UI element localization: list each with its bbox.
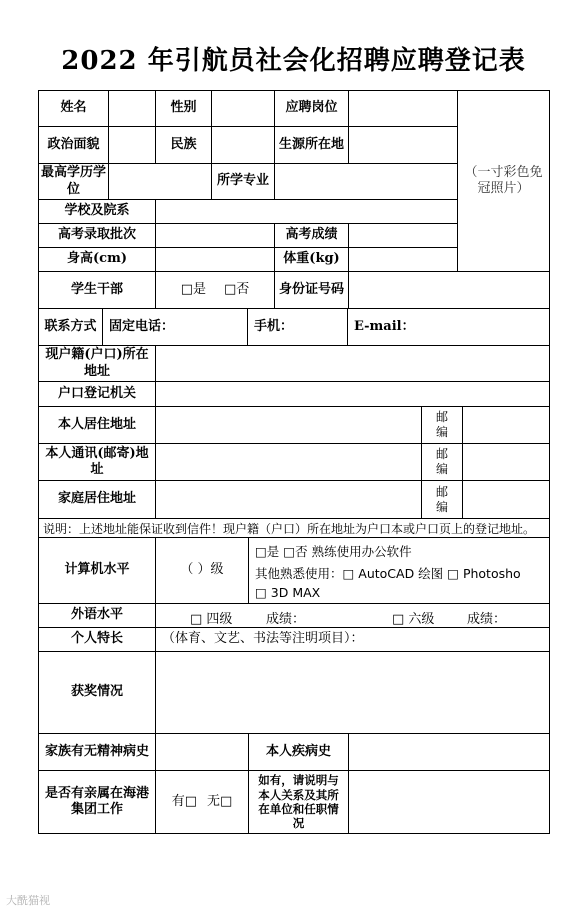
label-relatives-note: 如有，请说明与本人关系及其所在单位和任职情况 <box>248 770 349 834</box>
field-education[interactable] <box>108 163 212 200</box>
field-household-office[interactable] <box>155 381 550 407</box>
label-education: 最高学历学位 <box>38 163 109 200</box>
label-postcode-1: 邮编 <box>421 406 463 444</box>
label-household-addr: 现户籍(户口)所在地址 <box>38 345 156 382</box>
label-mobile: 手机： <box>247 308 348 346</box>
field-id-no[interactable] <box>348 271 550 309</box>
cet4-score-label: 成绩： <box>266 612 306 627</box>
label-relatives: 是否有亲属在海港集团工作 <box>38 770 156 834</box>
form-title: 2022 年引航员社会化招聘应聘登记表 <box>61 46 526 76</box>
other-software-line[interactable]: 其他熟悉使用：□ AutoCAD 绘图 □ Photosho <box>255 566 521 581</box>
3dmax-checkbox[interactable]: □ 3D MAX <box>255 585 321 600</box>
field-family-mental[interactable] <box>155 733 249 771</box>
field-mail-addr[interactable] <box>155 443 422 481</box>
cadre-yes-checkbox[interactable]: □是 <box>180 281 206 297</box>
field-batch[interactable] <box>155 223 275 248</box>
label-awards: 获奖情况 <box>38 651 156 734</box>
label-batch: 高考录取批次 <box>38 223 156 248</box>
relatives-no-checkbox[interactable]: 无□ <box>207 793 233 809</box>
label-exam-score: 高考成绩 <box>274 223 349 248</box>
field-relatives <box>155 770 249 834</box>
label-computer: 计算机水平 <box>38 537 156 604</box>
label-origin: 生源所在地 <box>274 126 349 164</box>
field-computer-level[interactable]: （ ）级 <box>155 537 249 604</box>
label-position: 应聘岗位 <box>274 90 349 127</box>
label-gender: 性别 <box>155 90 212 127</box>
label-name: 姓名 <box>38 90 109 127</box>
label-postcode-2: 邮编 <box>421 443 463 481</box>
label-family-addr: 家庭居住地址 <box>38 480 156 519</box>
photo-box: （一寸彩色免冠照片） <box>457 90 550 272</box>
label-phone: 固定电话： <box>102 308 248 346</box>
cet6-checkbox[interactable]: □ 六级 <box>392 612 435 627</box>
field-height[interactable] <box>155 247 275 272</box>
field-postcode-2[interactable] <box>462 443 550 481</box>
field-position[interactable] <box>348 90 458 127</box>
field-name[interactable] <box>108 90 156 127</box>
field-postcode-1[interactable] <box>462 406 550 444</box>
field-political[interactable] <box>108 126 156 164</box>
label-family-mental: 家族有无精神病史 <box>38 733 156 771</box>
field-relatives-detail[interactable] <box>348 770 550 834</box>
cadre-no-checkbox[interactable]: □否 <box>224 281 250 297</box>
label-residence: 本人居住地址 <box>38 406 156 444</box>
field-awards[interactable] <box>155 651 550 734</box>
field-origin[interactable] <box>348 126 458 164</box>
watermark: 大酰猫视 <box>6 894 50 907</box>
label-school: 学校及院系 <box>38 199 156 224</box>
field-ethnicity[interactable] <box>211 126 275 164</box>
label-height: 身高(cm) <box>38 247 156 272</box>
office-software-line[interactable]: □是 □否 熟练使用办公软件 <box>255 544 412 559</box>
address-note: 说明：上述地址能保证收到信件！现户籍（户口）所在地址为户口本或户口页上的登记地址。 <box>38 518 550 538</box>
field-residence[interactable] <box>155 406 422 444</box>
field-cadre <box>155 271 275 309</box>
field-exam-score[interactable] <box>348 223 458 248</box>
label-illness: 本人疾病史 <box>248 733 349 771</box>
label-contact: 联系方式 <box>38 308 103 346</box>
label-ethnicity: 民族 <box>155 126 212 164</box>
label-cadre: 学生干部 <box>38 271 156 309</box>
field-major[interactable] <box>274 163 458 200</box>
field-illness[interactable] <box>348 733 550 771</box>
field-postcode-3[interactable] <box>462 480 550 519</box>
label-specialty: 个人特长 <box>38 627 156 652</box>
field-school[interactable] <box>155 199 458 224</box>
cet4-checkbox[interactable]: □ 四级 <box>190 612 233 627</box>
label-email: E-mail： <box>347 308 550 346</box>
label-political: 政治面貌 <box>38 126 109 164</box>
field-specialty[interactable]: （体育、文艺、书法等注明项目）： <box>155 627 550 652</box>
field-family-addr[interactable] <box>155 480 422 519</box>
field-gender[interactable] <box>211 90 275 127</box>
cet6-score-label: 成绩： <box>467 612 507 627</box>
label-weight: 体重(kg) <box>274 247 349 272</box>
field-household-addr[interactable] <box>155 345 550 382</box>
relatives-yes-checkbox[interactable]: 有□ <box>171 793 197 809</box>
label-major: 所学专业 <box>211 163 275 200</box>
label-mail-addr: 本人通讯(邮寄)地址 <box>38 443 156 481</box>
label-household-office: 户口登记机关 <box>38 381 156 407</box>
label-id-no: 身份证号码 <box>274 271 349 309</box>
label-postcode-3: 邮编 <box>421 480 463 519</box>
label-foreign: 外语水平 <box>38 603 156 628</box>
field-weight[interactable] <box>348 247 458 272</box>
